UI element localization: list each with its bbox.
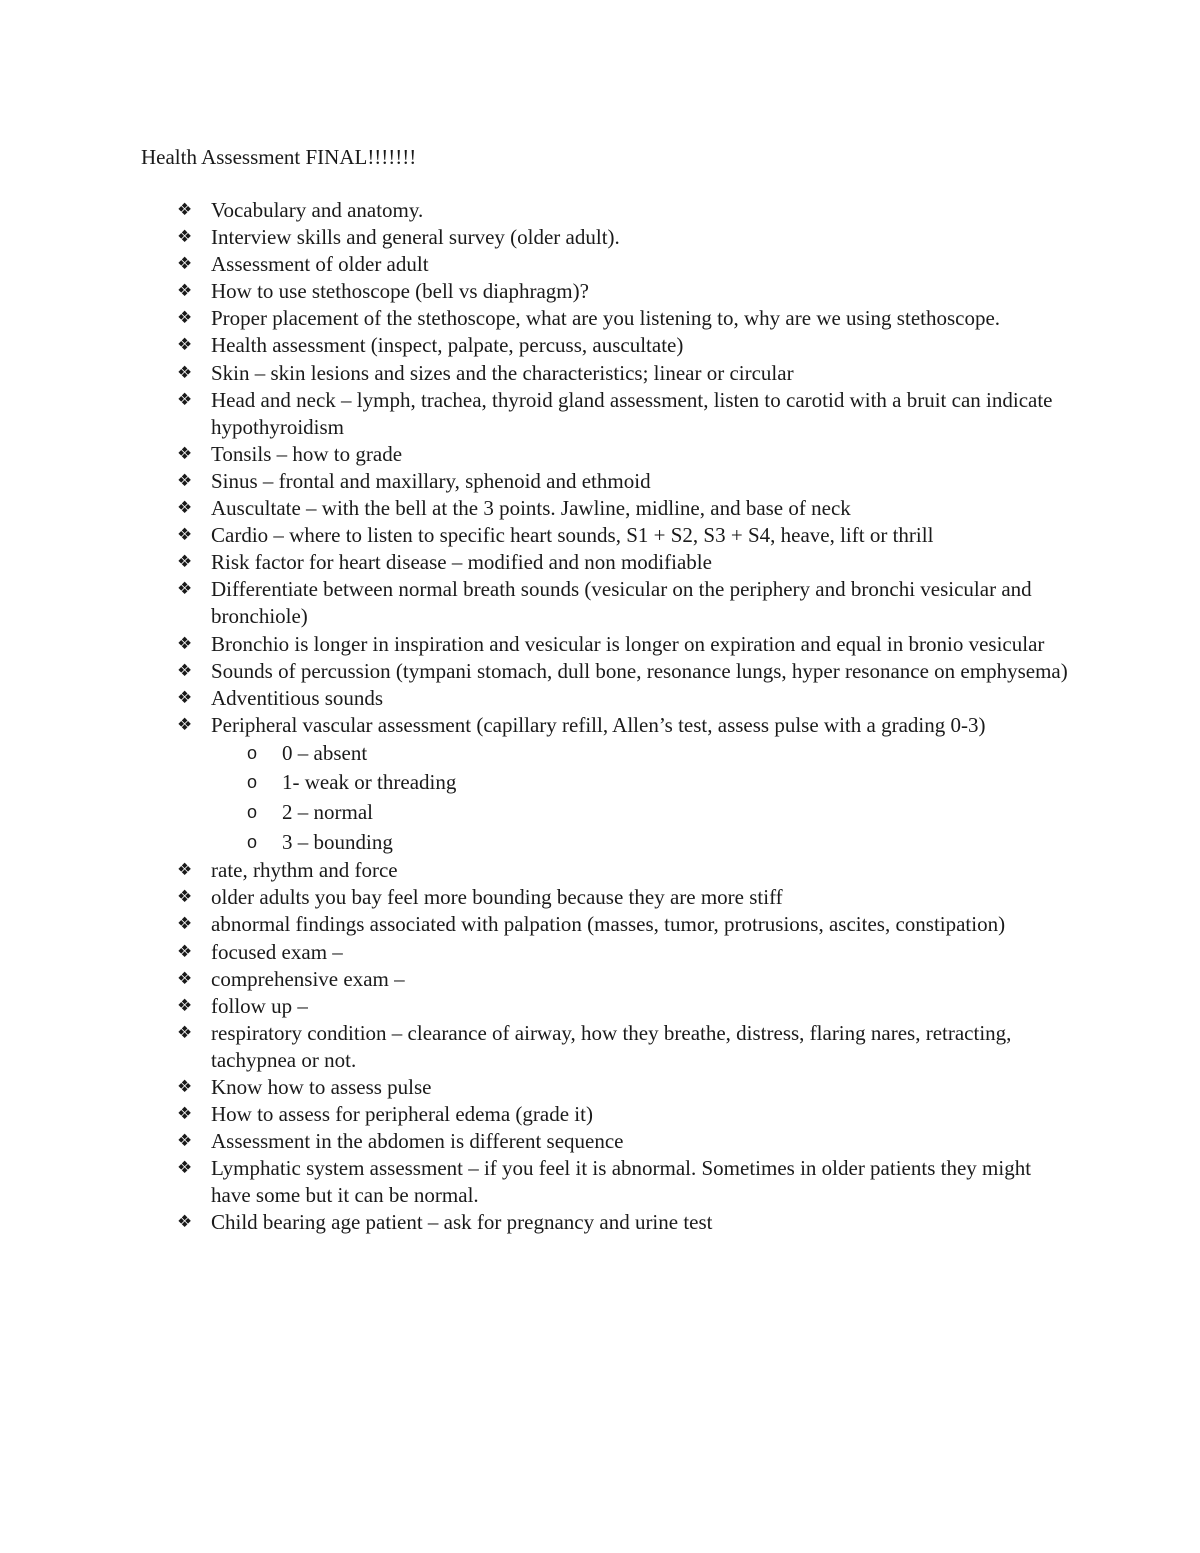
list-item: [141, 884, 1071, 911]
diamond-bullet-icon: ❖: [177, 1104, 193, 1125]
diamond-bullet-icon: ❖: [177, 914, 193, 935]
list-item-text: follow up –: [211, 993, 308, 1018]
list-item-text: Interview skills and general survey (older adult).: [211, 225, 620, 250]
list-item: [141, 1155, 1071, 1209]
list-item: [141, 966, 1071, 993]
list-item: [141, 911, 1071, 938]
list-item: [141, 522, 1071, 549]
list-item-text: How to assess for peripheral edema (grade it): [211, 1102, 593, 1127]
sub-list-item-text: 3 – bounding: [282, 829, 393, 854]
list-item-text: Head and neck – lymph, trachea, thyroid gland assessment, listen to carotid with a bruit can indicate hypothyroidism: [211, 387, 1053, 439]
list-item: [141, 495, 1071, 522]
list-item: [141, 1074, 1071, 1101]
list-item-text: respiratory condition – clearance of airway, how they breathe, distress, flaring nares, retracting, tachypnea or not.: [211, 1020, 1012, 1072]
list-item-text: older adults you bay feel more bounding because they are more stiff: [211, 885, 783, 910]
diamond-bullet-icon: ❖: [177, 887, 193, 908]
bullet-list: [141, 197, 1071, 1237]
sub-list-item: [211, 798, 1071, 828]
list-item: [141, 1128, 1071, 1155]
list-item-text: Know how to assess pulse: [211, 1075, 432, 1099]
diamond-bullet-icon: ❖: [177, 552, 193, 573]
list-item-text: Adventitious sounds: [211, 685, 384, 710]
list-item: [141, 712, 1071, 857]
sub-list-item: [211, 768, 1071, 798]
list-item: [141, 251, 1071, 278]
list-item-text: Bronchio is longer in inspiration and vesicular is longer on expiration and equal in bronio vesicular: [211, 631, 1045, 656]
diamond-bullet-icon: ❖: [177, 525, 193, 546]
diamond-bullet-icon: ❖: [177, 227, 193, 248]
list-item-text: Peripheral vascular assessment (capillary refill, Allen’s test, assess pulse with a grading 0-3): [211, 712, 986, 737]
list-item: [141, 1101, 1071, 1128]
list-item-text: focused exam –: [211, 939, 343, 964]
list-item: [141, 468, 1071, 495]
diamond-bullet-icon: ❖: [177, 389, 193, 410]
diamond-bullet-icon: ❖: [177, 498, 193, 519]
list-item-text: Auscultate – with the bell at the 3 points. Jawline, midline, and base of neck: [211, 496, 851, 521]
list-item: [141, 685, 1071, 712]
list-item: [141, 332, 1071, 359]
diamond-bullet-icon: ❖: [177, 362, 193, 383]
list-item: [141, 197, 1071, 224]
list-item-text: Sinus – frontal and maxillary, sphenoid and ethmoid: [211, 468, 651, 493]
list-item-text: Assessment of older adult: [211, 252, 429, 277]
list-item: [141, 224, 1071, 251]
diamond-bullet-icon: ❖: [177, 281, 193, 302]
diamond-bullet-icon: ❖: [177, 941, 193, 962]
document-title: Health Assessment FINAL!!!!!!!: [141, 145, 417, 169]
circle-bullet-icon: o: [247, 802, 258, 823]
diamond-bullet-icon: ❖: [177, 995, 193, 1016]
diamond-bullet-icon: ❖: [177, 1131, 193, 1152]
list-item-text: Sounds of percussion (tympani stomach, dull bone, resonance lungs, hyper resonance on emphysema): [211, 658, 1068, 683]
list-item-text: Lymphatic system assessment – if you feel it is abnormal. Sometimes in older patients they might have some but it can be normal.: [211, 1156, 1032, 1208]
list-item: [141, 441, 1071, 468]
diamond-bullet-icon: ❖: [177, 308, 193, 329]
circle-bullet-icon: o: [247, 742, 258, 763]
diamond-bullet-icon: ❖: [177, 660, 193, 681]
list-item-text: Child bearing age patient – ask for pregnancy and urine test: [211, 1210, 713, 1235]
list-item: [141, 387, 1071, 441]
list-item: [141, 305, 1071, 332]
list-item: [141, 1020, 1071, 1074]
diamond-bullet-icon: ❖: [177, 254, 193, 275]
diamond-bullet-icon: ❖: [177, 1158, 193, 1179]
diamond-bullet-icon: ❖: [177, 335, 193, 356]
list-item: [141, 278, 1071, 305]
list-item: [141, 631, 1071, 658]
list-item: [141, 857, 1071, 884]
diamond-bullet-icon: ❖: [177, 633, 193, 654]
sub-list-item: [211, 739, 1071, 769]
list-item: [141, 993, 1071, 1020]
diamond-bullet-icon: ❖: [177, 470, 193, 491]
list-item-text: abnormal findings associated with palpation (masses, tumor, protrusions, ascites, constipation): [211, 912, 1006, 937]
list-item-text: Skin – skin lesions and sizes and the characteristics; linear or circular: [211, 360, 794, 385]
list-item-text: Assessment in the abdomen is different sequence: [211, 1129, 624, 1154]
list-item-text: Health assessment (inspect, palpate, percuss, auscultate): [211, 333, 684, 358]
sub-list-item: [211, 828, 1071, 858]
diamond-bullet-icon: ❖: [177, 443, 193, 464]
list-item: [141, 576, 1071, 630]
list-item-text: Proper placement of the stethoscope, what are you listening to, why are we using stethoscope.: [211, 306, 1001, 331]
diamond-bullet-icon: ❖: [177, 1077, 193, 1097]
list-item-text: Vocabulary and anatomy.: [211, 198, 424, 222]
sub-list-item-text: 2 – normal: [282, 800, 373, 825]
diamond-bullet-icon: ❖: [177, 200, 193, 220]
diamond-bullet-icon: ❖: [177, 1022, 193, 1043]
list-item-text: Differentiate between normal breath sounds (vesicular on the periphery and bronchi vesicular and bronchiole): [211, 577, 1032, 629]
diamond-bullet-icon: ❖: [177, 714, 193, 735]
circle-bullet-icon: o: [247, 831, 258, 852]
list-item: [141, 1209, 1071, 1236]
diamond-bullet-icon: ❖: [177, 860, 193, 881]
list-item: [141, 658, 1071, 685]
sub-list-item-text: 1- weak or threading: [282, 770, 457, 795]
diamond-bullet-icon: ❖: [177, 579, 193, 600]
list-item-text: Cardio – where to listen to specific heart sounds, S1 + S2, S3 + S4, heave, lift or thrill: [211, 523, 934, 548]
diamond-bullet-icon: ❖: [177, 687, 193, 708]
list-item-text: rate, rhythm and force: [211, 858, 398, 883]
list-item: [141, 360, 1071, 387]
list-item-text: comprehensive exam –: [211, 966, 405, 991]
sub-list-item-text: 0 – absent: [282, 740, 368, 765]
sub-list: [211, 739, 1071, 857]
list-item: [141, 939, 1071, 966]
list-item-text: Risk factor for heart disease – modified and non modifiable: [211, 550, 712, 575]
list-item-text: How to use stethoscope (bell vs diaphragm)?: [211, 279, 589, 304]
circle-bullet-icon: o: [247, 772, 258, 793]
diamond-bullet-icon: ❖: [177, 1212, 193, 1233]
diamond-bullet-icon: ❖: [177, 968, 193, 989]
list-item-text: Tonsils – how to grade: [211, 441, 403, 466]
list-item: [141, 549, 1071, 576]
